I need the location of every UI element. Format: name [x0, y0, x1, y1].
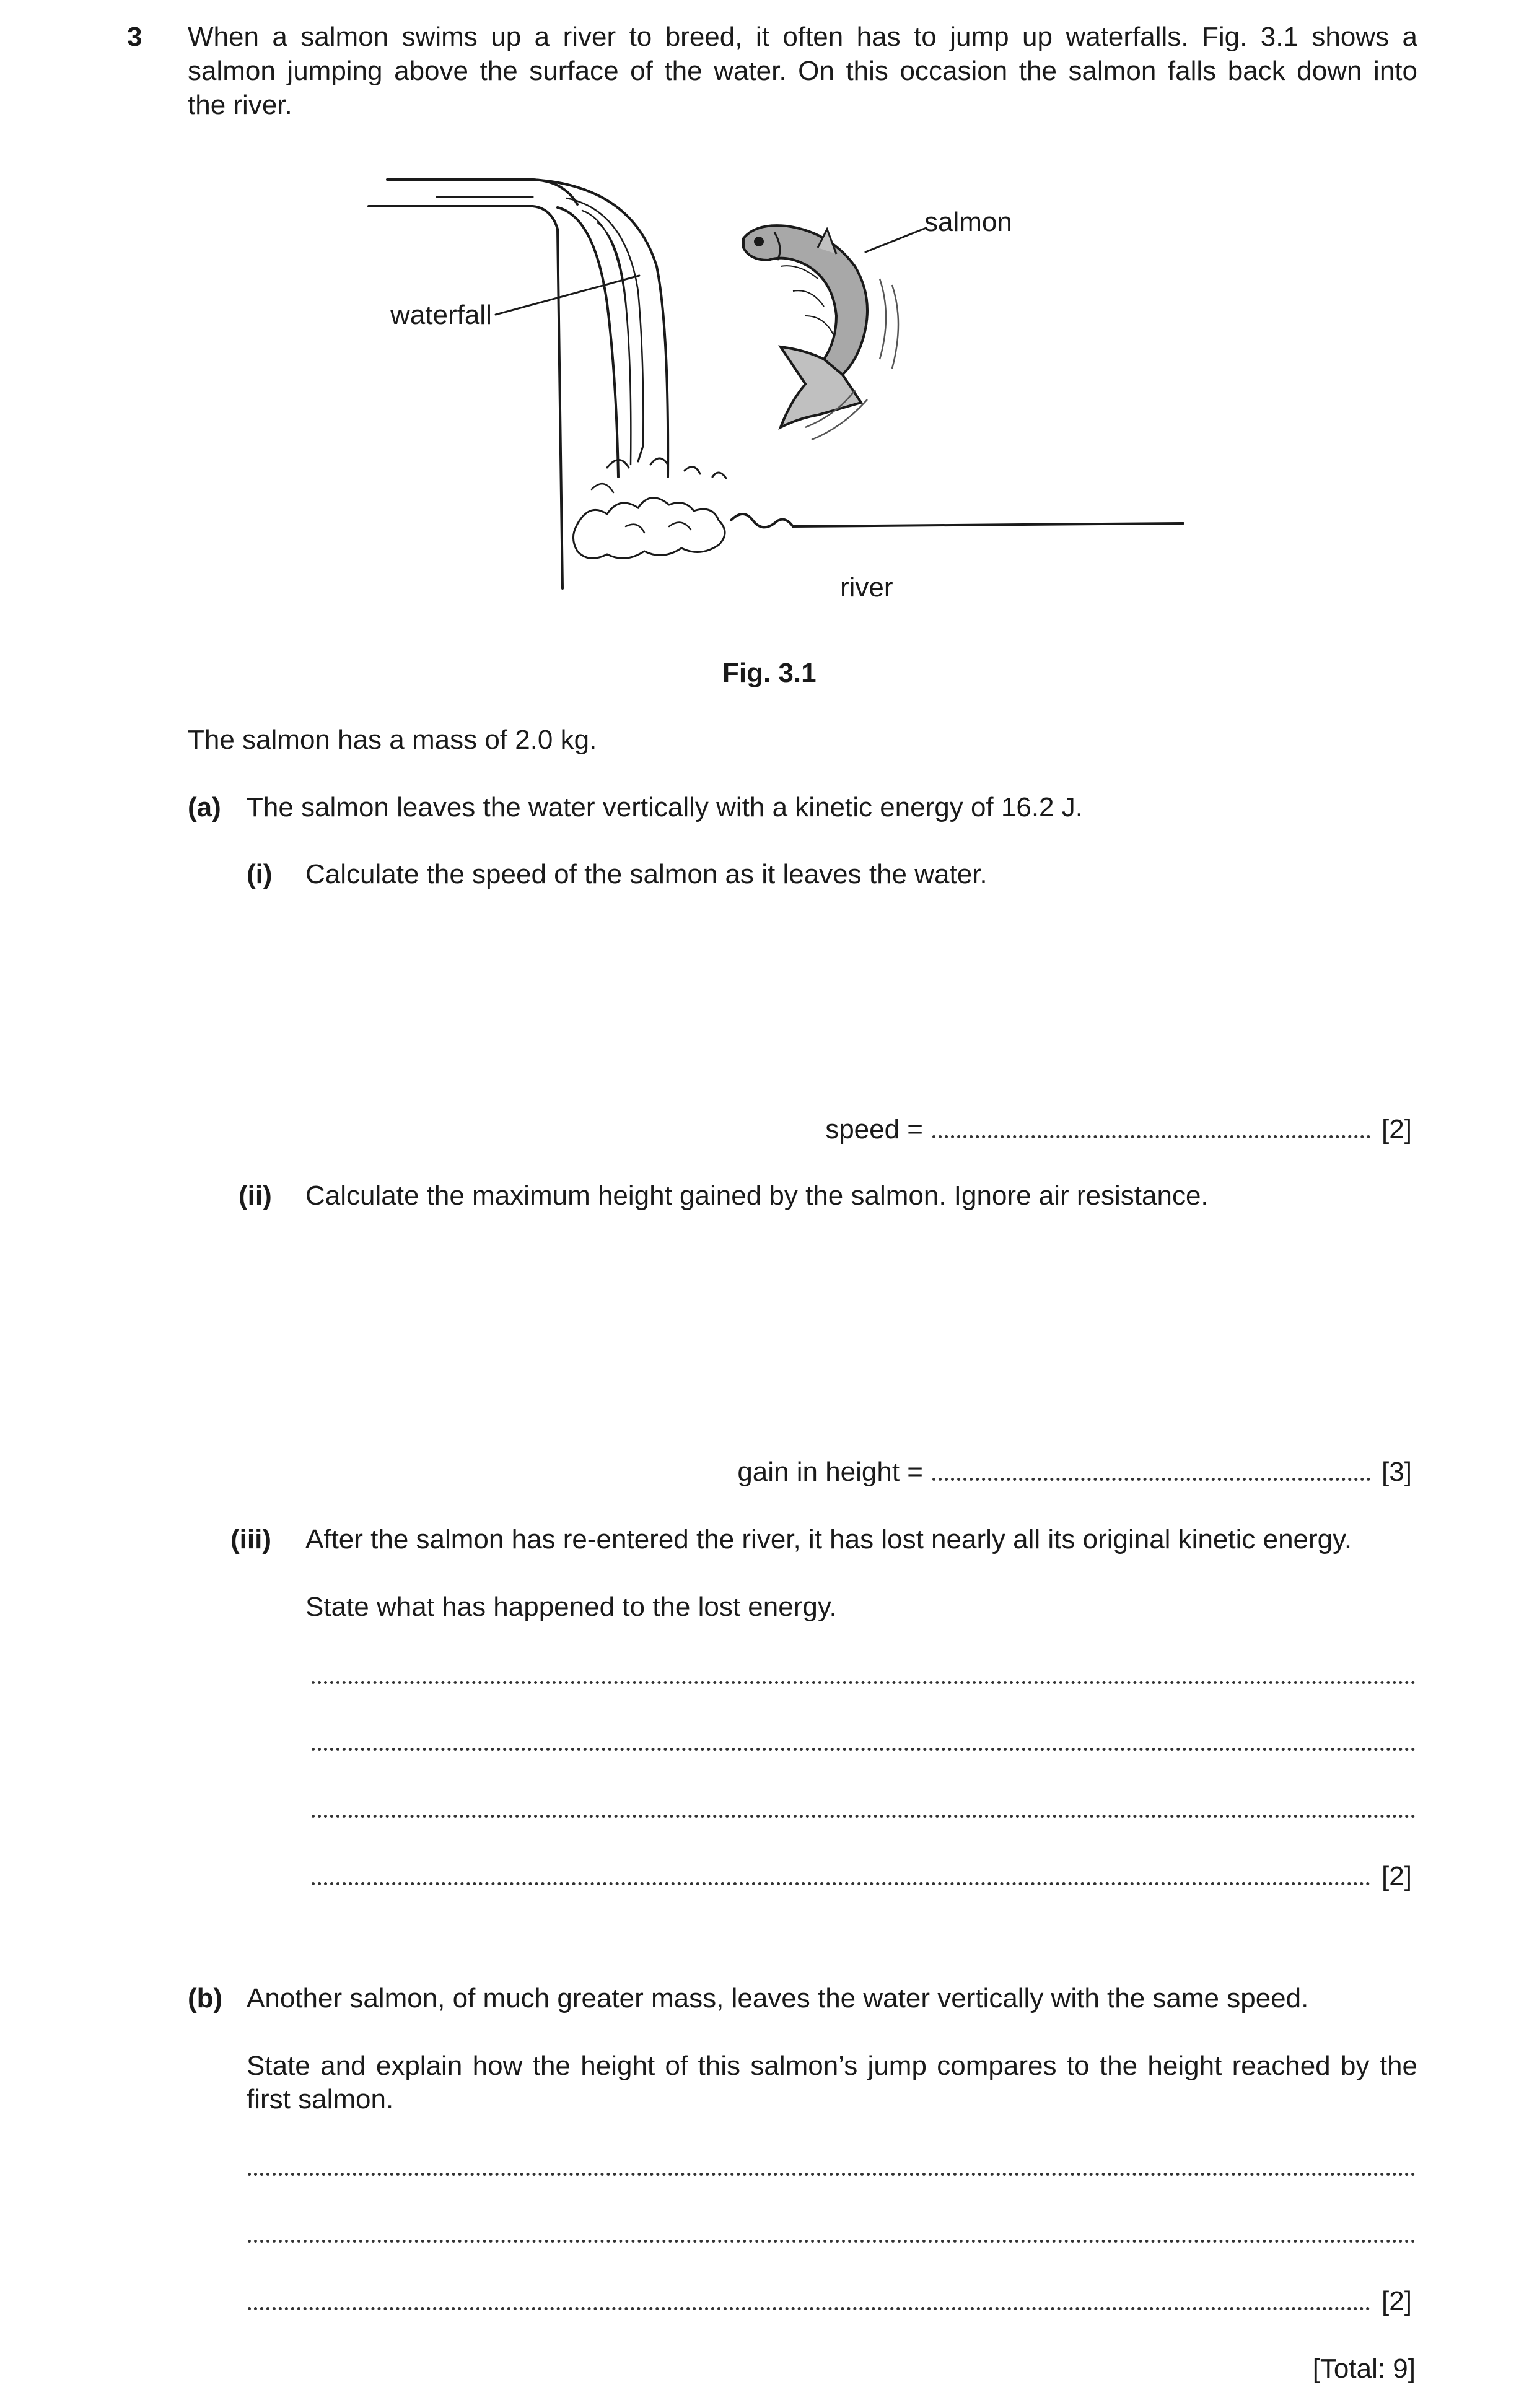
- answer-line-a-iii-4[interactable]: [312, 1882, 1370, 1885]
- intro-line-3: the river.: [188, 90, 292, 120]
- salmon-label: salmon: [924, 207, 1012, 237]
- answer-line-b-3[interactable]: [248, 2307, 1370, 2310]
- salmon-leader-line: [865, 228, 926, 252]
- waterfall-stream-line-1: [567, 198, 643, 446]
- part-a-iii-text: After the salmon has re-entered the river, it has lost nearly all its original kinetic energy.: [305, 1524, 1352, 1555]
- river-label: river: [840, 572, 893, 603]
- part-b-label: (b): [188, 1983, 223, 2013]
- part-a-ii-marks: [3]: [1382, 1457, 1412, 1487]
- waterfall-top-edge: [387, 180, 577, 204]
- part-b-marks: [2]: [1382, 2286, 1412, 2316]
- splash-detail: [592, 484, 691, 533]
- part-a-i-label: (i): [247, 859, 273, 889]
- waterfall-inner-curve: [558, 207, 618, 477]
- splash-droplets: [607, 446, 726, 478]
- part-a-text: The salmon leaves the water vertically with a kinetic energy of 16.2 J.: [247, 792, 1083, 822]
- waterfall-stream-line-2: [582, 211, 631, 465]
- cliff-face: [369, 206, 563, 588]
- part-b-prompt-line-2: first salmon.: [247, 2084, 394, 2114]
- answer-line-b-1[interactable]: [248, 2173, 1416, 2176]
- waterfall-label: waterfall: [390, 300, 492, 330]
- height-answer-label: gain in height =: [737, 1457, 923, 1487]
- answer-line-a-iii-2[interactable]: [312, 1748, 1416, 1751]
- answer-line-a-iii-1[interactable]: [312, 1681, 1416, 1684]
- part-a-label: (a): [188, 792, 221, 822]
- figure-drawing: [347, 155, 1214, 626]
- part-b-prompt-line-1: State and explain how the height of this salmon’s jump compares to the height reached by the: [247, 2051, 1417, 2081]
- part-b-text: Another salmon, of much greater mass, leaves the water vertically with the same speed.: [247, 1983, 1309, 2013]
- part-a-iii-label: (iii): [230, 1524, 271, 1555]
- answer-line-a-iii-3[interactable]: [312, 1815, 1416, 1818]
- waterfall-stream-line-3: [598, 223, 627, 316]
- part-a-i-text: Calculate the speed of the salmon as it leaves the water.: [305, 859, 987, 889]
- figure-waterfall-salmon: [347, 155, 1214, 626]
- splash-foam: [573, 498, 725, 559]
- river-surface: [731, 514, 1183, 527]
- answer-line-b-2[interactable]: [248, 2240, 1416, 2243]
- part-a-ii-label: (ii): [239, 1180, 272, 1211]
- height-answer-line[interactable]: [932, 1478, 1370, 1481]
- total-marks: [Total: 9]: [1312, 2353, 1416, 2384]
- mass-statement: The salmon has a mass of 2.0 kg.: [188, 725, 597, 755]
- intro-line-1: When a salmon swims up a river to breed, it often has to jump up waterfalls. Fig. 3.1 shows a: [188, 22, 1417, 52]
- waterfall-leader-line: [496, 276, 639, 315]
- figure-caption: Fig. 3.1: [722, 658, 817, 688]
- part-a-ii-text: Calculate the maximum height gained by the salmon. Ignore air resistance.: [305, 1180, 1209, 1211]
- part-a-iii-prompt: State what has happened to the lost energy.: [305, 1592, 837, 1622]
- part-a-i-marks: [2]: [1382, 1114, 1412, 1145]
- intro-line-2: salmon jumping above the surface of the water. On this occasion the salmon falls back down into: [188, 56, 1417, 86]
- part-a-iii-marks: [2]: [1382, 1861, 1412, 1891]
- speed-answer-label: speed =: [825, 1114, 923, 1145]
- question-number: 3: [127, 22, 142, 52]
- speed-answer-line[interactable]: [932, 1135, 1370, 1138]
